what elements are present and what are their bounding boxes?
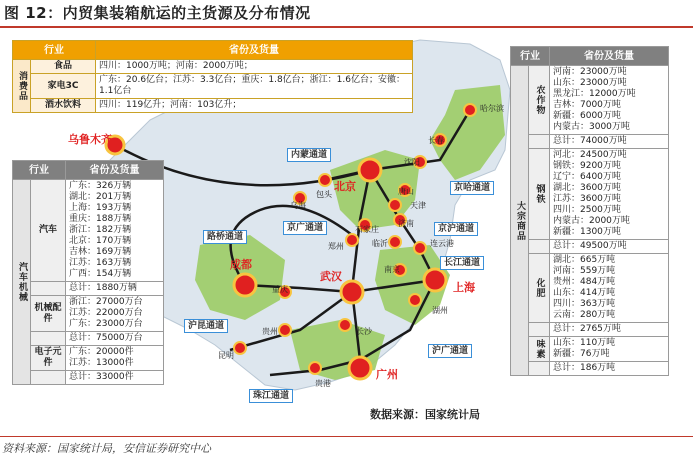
item-total: 总计：2765万吨	[550, 323, 669, 337]
item-label: 化肥	[529, 254, 550, 323]
city-label-kunming: 昆明	[218, 351, 234, 360]
city-label-chongqing: 重庆	[272, 285, 288, 294]
value-line: 山东：110万吨	[553, 338, 616, 348]
route-label-hukun: 沪昆通道	[184, 319, 228, 333]
item-total: 总计：49500万吨	[550, 240, 669, 254]
value-line: 黑龙江：12000万吨	[553, 89, 636, 99]
table-row	[511, 254, 669, 323]
city-label-lianyungang: 连云港	[430, 239, 454, 248]
bulk-commodity-table	[510, 46, 669, 376]
consumer-goods-table	[12, 40, 413, 113]
item-label: 机械配件	[31, 296, 66, 332]
value-line: 浙江：182万辆	[69, 225, 132, 235]
city-label-wuhai: 乌海	[290, 201, 306, 210]
city-marker-guangzhou	[349, 357, 371, 379]
value-line: 吉林：169万辆	[69, 247, 132, 257]
value-line: 河南：559万吨	[553, 266, 616, 276]
value-line: 广东：23000万台	[69, 319, 143, 329]
value-line: 四川：363万吨	[553, 299, 616, 309]
route-label-luqiao: 路桥通道	[203, 230, 247, 244]
table-header: 行业	[13, 41, 96, 60]
table-row	[13, 180, 164, 282]
city-label-tianjin: 天津	[410, 201, 426, 210]
route-label-changjiang: 长江通道	[440, 256, 484, 270]
item-label: 食品	[31, 60, 96, 74]
item-label: 钢铁	[529, 149, 550, 240]
item-label: 酒水饮料	[31, 99, 96, 113]
city-label-shanghai: 上海	[453, 281, 475, 294]
value-line: 钢铁：9200万吨	[553, 161, 621, 171]
table-header: 省份及货量	[550, 47, 669, 66]
value-line: 新疆：1300万吨	[553, 227, 621, 237]
city-label-tangshan: 唐山	[398, 187, 414, 196]
table-row	[13, 60, 413, 74]
item-total: 总计：186万吨	[550, 362, 669, 376]
value-line: 北京：170万辆	[69, 236, 132, 246]
item-label: 汽车	[31, 180, 66, 282]
value-line: 山东：23000万吨	[553, 78, 627, 88]
city-marker-beijing	[359, 159, 381, 181]
table-row	[13, 74, 413, 99]
table-header: 省份及货量	[96, 41, 413, 60]
table-row	[511, 337, 669, 362]
item-values	[550, 149, 669, 240]
value-line: 新疆：76万吨	[553, 349, 610, 359]
value-line: 内蒙古：3000万吨	[553, 122, 630, 132]
city-label-guigang: 贵港	[315, 379, 331, 388]
table-row	[13, 99, 413, 113]
city-label-harbin: 哈尔滨	[480, 104, 504, 113]
table-header: 省份及货量	[66, 161, 164, 180]
item-values	[550, 254, 669, 323]
city-label-changsha: 长沙	[356, 327, 372, 336]
city-label-wuhan: 武汉	[320, 270, 342, 283]
footer-source: 资料来源：国家统计局，安信证券研究中心	[2, 442, 211, 455]
city-marker-chengdu	[234, 274, 256, 296]
title-rule	[0, 26, 693, 28]
table-header: 行业	[13, 161, 66, 180]
route-label-neimeng: 内蒙通道	[287, 148, 331, 162]
value-line: 上海：193万辆	[69, 203, 132, 213]
value-line: 河北：24500万吨	[553, 150, 627, 160]
item-label: 家电3C	[31, 74, 96, 99]
group-label: 消费品	[13, 60, 31, 113]
city-label-shijiazhuang: 石家庄	[355, 225, 379, 234]
item-label: 电子元件	[31, 346, 66, 371]
city-label-guangzhou: 广州	[376, 368, 398, 381]
value-line: 贵州：484万吨	[553, 277, 616, 287]
item-total: 总计：33000件	[66, 371, 164, 385]
table-row	[511, 149, 669, 240]
city-label-chengdu: 成都	[230, 258, 252, 271]
value-line: 湖北：201万辆	[69, 192, 132, 202]
city-label-urumqi: 乌鲁木齐	[68, 133, 112, 146]
route-label-zhujiang: 珠江通道	[249, 389, 293, 403]
value-line: 吉林：7000万吨	[553, 100, 621, 110]
city-label-baotou: 包头	[316, 190, 332, 199]
value-line: 新疆：6000万吨	[553, 111, 621, 121]
route-label-huguang: 沪广通道	[428, 344, 472, 358]
city-marker-shanghai	[424, 269, 446, 291]
item-label: 味素	[529, 337, 550, 362]
group-label: 汽车机械	[13, 180, 31, 385]
auto-machinery-table	[12, 160, 164, 385]
city-label-changchun: 长春	[428, 136, 444, 145]
item-value: 广东：20.6亿台；江苏：3.3亿台；重庆：1.8亿台；浙江：1.6亿台；安徽：1.1亿台	[96, 74, 413, 99]
value-line: 湖北：3600万吨	[553, 183, 621, 193]
value-line: 广东：326万辆	[69, 181, 132, 191]
value-line: 广东：20000件	[69, 347, 134, 357]
group-label: 大宗商品	[511, 66, 529, 376]
value-line: 四川：2500万吨	[553, 205, 621, 215]
page-title: 图 12：内贸集装箱航运的主货源及分布情况	[4, 4, 311, 22]
city-label-huzhou: 湖州	[432, 306, 448, 315]
value-line: 重庆：188万辆	[69, 214, 132, 224]
route-label-jinghu: 京沪通道	[434, 222, 478, 236]
route-label-jingha: 京哈通道	[450, 181, 494, 195]
value-line: 江苏：3600万吨	[553, 194, 621, 204]
value-line: 江苏：22000万台	[69, 308, 143, 318]
city-label-zhengzhou: 郑州	[328, 242, 344, 251]
table-row	[13, 346, 164, 371]
city-label-beijing: 北京	[334, 180, 356, 193]
item-value: 四川：119亿升；河南：103亿升；	[96, 99, 413, 113]
item-values	[66, 180, 164, 282]
city-label-shenyang: 沈阳	[404, 158, 420, 167]
item-values	[66, 296, 164, 332]
item-values	[550, 337, 669, 362]
value-line: 山东：414万吨	[553, 288, 616, 298]
footer-rule	[0, 436, 693, 437]
city-label-guizhou: 贵州	[262, 327, 278, 336]
value-line: 广西：154万辆	[69, 269, 132, 279]
city-marker-wuhan	[341, 281, 363, 303]
item-total: 总计：75000万台	[66, 332, 164, 346]
route-label-jingguang: 京广通道	[283, 221, 327, 235]
item-values	[66, 346, 164, 371]
table-header: 行业	[511, 47, 550, 66]
item-label: 农作物	[529, 66, 550, 135]
item-value: 四川：1000万吨；河南：2000万吨；	[96, 60, 413, 74]
value-line: 湖北：665万吨	[553, 255, 616, 265]
item-total: 总计：74000万吨	[550, 135, 669, 149]
value-line: 浙江：27000万台	[69, 297, 143, 307]
source-note: 数据来源：国家统计局	[370, 408, 480, 421]
city-label-linyi: 临沂	[372, 239, 388, 248]
item-values	[550, 66, 669, 135]
value-line: 云南：280万吨	[553, 310, 616, 320]
city-label-jinan: 济南	[398, 219, 414, 228]
value-line: 河南：23000万吨	[553, 67, 627, 77]
table-row	[511, 66, 669, 135]
value-line: 内蒙古：2000万吨	[553, 216, 630, 226]
value-line: 江苏：13000件	[69, 358, 134, 368]
item-total: 总计：1880万辆	[66, 282, 164, 296]
city-label-nanjing: 南京	[384, 265, 400, 274]
value-line: 江苏：163万辆	[69, 258, 132, 268]
table-row	[13, 296, 164, 332]
value-line: 辽宁：6400万吨	[553, 172, 621, 182]
